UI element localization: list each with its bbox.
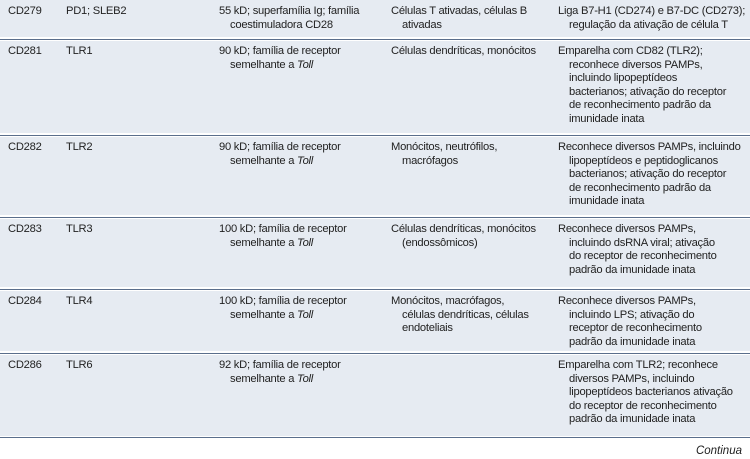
table-row [0,219,750,287]
cell-line: incluindo dsRNA viral; ativação [569,236,715,249]
function-cell [558,359,733,427]
cell-line: receptor de reconhecimento [569,322,702,334]
cell-line: bacterianos; ativação do receptor [569,85,727,98]
cell-line: CD282 [8,141,42,153]
cell-line: reconhece diversos PAMPs, [569,58,703,71]
table-row [0,41,750,133]
cell-line: Reconhece diversos PAMPs, incluindo [558,141,741,153]
continued-label: Continua [695,445,742,457]
cell-line: Monócitos, macrófagos, [391,295,505,307]
expression-cell [391,5,527,32]
cell-line: TLR1 [66,45,93,57]
cell-line: imunidade inata [569,195,645,207]
cd-cell [8,5,42,19]
cell-line: lipopeptídeos e peptidoglicanos [569,154,718,167]
cell-line: Células dendríticas, monócitos [391,223,536,235]
cd-cell [8,359,42,373]
cell-line: semelhante a Toll [230,58,314,71]
cell-line: macrófagos [402,154,458,167]
expression-cell [391,141,497,168]
cell-line: TLR3 [66,223,93,235]
cell-line: PD1; SLEB2 [66,5,127,17]
cell-line: padrão da imunidade inata [569,335,696,348]
cell-line: coestimuladora CD28 [230,18,333,31]
cell-line: endoteliais [402,322,453,334]
cell-line: 100 kD; família de receptor [219,295,347,307]
cd-cell [8,45,42,59]
cd-cell [8,223,42,237]
cell-line: Emparelha com CD82 (TLR2); [558,45,703,57]
cell-line: de reconhecimento padrão da [569,181,711,194]
cell-line: 55 kD; superfamília Ig; família [219,5,360,17]
cell-line: semelhante a Toll [230,372,314,385]
cell-line: do receptor de reconhecimento [569,250,717,262]
name-cell [66,5,126,19]
table-row [0,355,750,436]
expression-cell [391,223,536,250]
cell-line: CD284 [8,295,42,307]
row-divider [0,437,750,438]
name-cell [66,223,92,237]
name-cell [66,359,92,373]
expression-cell [391,295,529,336]
cell-line: células dendríticas, células [402,308,529,321]
cell-line: padrão da imunidade inata [569,263,696,276]
cell-line: lipopeptídeos bacterianos ativação [569,386,733,398]
cell-line: CD283 [8,223,42,235]
cell-line: ativadas [402,18,442,31]
cell-line: Reconhece diversos PAMPs, [558,295,696,307]
cd-cell [8,141,42,155]
table-row [0,291,750,351]
family-cell [219,223,347,250]
function-cell [558,45,726,126]
cell-line: do receptor de reconhecimento [569,399,717,412]
cell-line: (endossômicos) [402,236,478,249]
function-cell [558,141,741,209]
cell-line: Emparelha com TLR2; reconhece [558,359,718,371]
family-cell [219,45,341,72]
cell-line: Células T ativadas, células B [391,5,527,17]
cell-line: CD281 [8,45,42,57]
cell-line: semelhante a Toll [230,308,314,321]
cell-line: regulação da ativação de célula T [569,18,728,31]
row-divider [0,353,750,354]
cell-line: incluindo LPS; ativação do [569,308,695,321]
cell-line: Células dendríticas, monócitos [391,45,536,57]
cell-line: semelhante a Toll [230,154,314,167]
table-row [0,137,750,215]
family-cell [219,359,341,386]
cell-line: CD286 [8,359,42,371]
cell-line: Liga B7-H1 (CD274) e B7-DC (CD273); [558,5,746,17]
family-cell [219,5,359,32]
row-divider [0,39,750,40]
cell-line: bacterianos; ativação do receptor [569,168,727,180]
cd-cell [8,295,42,309]
row-divider [0,217,750,218]
cell-line: TLR2 [66,141,93,153]
cell-line: 100 kD; família de receptor [219,223,347,235]
name-cell [66,45,92,59]
family-cell [219,295,347,322]
name-cell [66,295,92,309]
cell-line: imunidade inata [569,112,645,125]
cell-line: 90 kD; família de receptor [219,141,341,153]
function-cell [558,5,745,32]
row-divider [0,135,750,136]
function-cell [558,295,702,349]
cell-line: Monócitos, neutrófilos, [391,141,498,153]
cell-line: TLR6 [66,359,93,371]
cell-line: de reconhecimento padrão da [569,99,711,111]
cell-line: Reconhece diversos PAMPs, [558,223,696,235]
family-cell [219,141,341,168]
cell-line: TLR4 [66,295,93,307]
cell-line: incluindo lipopeptídeos [569,72,678,84]
cell-line: padrão da imunidade inata [569,413,696,425]
cell-line: 90 kD; família de receptor [219,45,341,57]
name-cell [66,141,92,155]
cell-line: CD279 [8,5,42,17]
table-row [0,0,750,37]
cell-line: 92 kD; família de receptor [219,359,341,371]
cell-line: semelhante a Toll [230,236,314,249]
row-divider [0,289,750,290]
cell-line: diversos PAMPs, incluindo [569,372,695,385]
expression-cell [391,45,536,59]
function-cell [558,223,717,277]
